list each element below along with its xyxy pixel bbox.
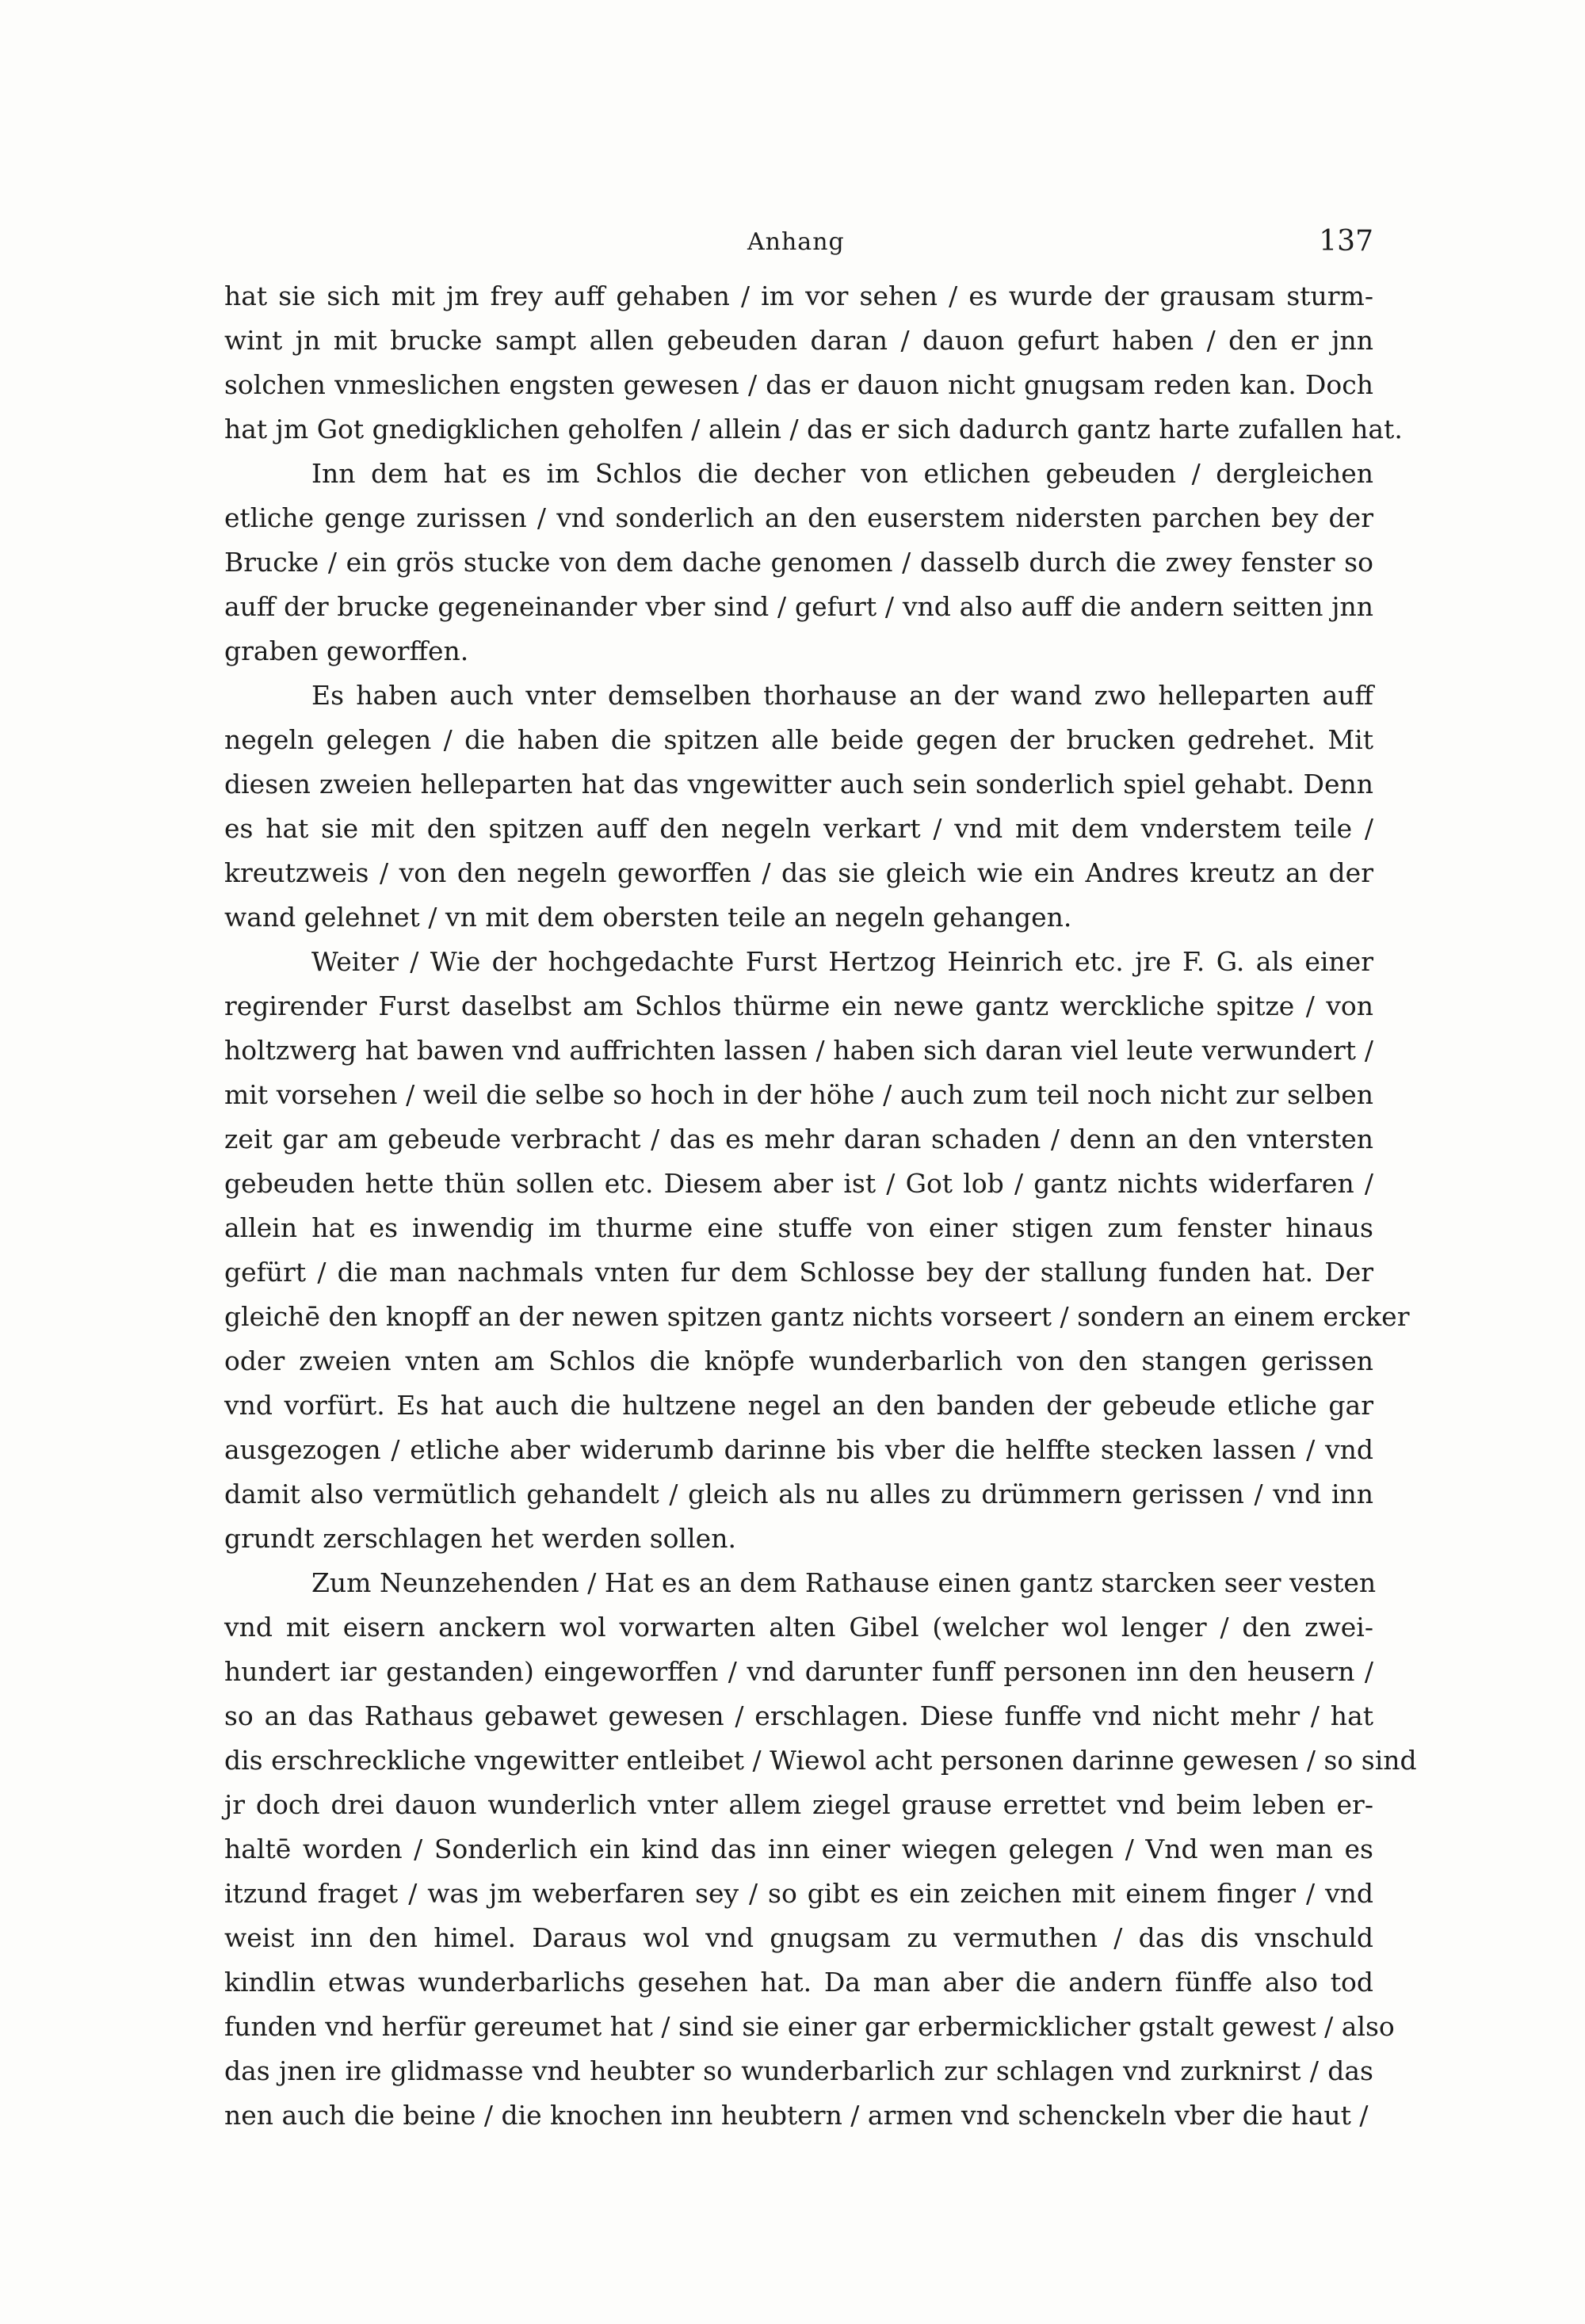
- text-line: vnd vorfürt. Es hat auch die hultzene negel an den banden der gebeude etliche gar: [224, 1390, 1373, 1421]
- text-line: regirender Furst daselbst am Schlos thürme ein newe gantz werckliche spitze / von: [224, 990, 1373, 1021]
- text-line: gefürt / die man nachmals vnten fur dem Schlosse bey der stallung funden hat. Der: [224, 1257, 1373, 1288]
- page-header: [224, 220, 1373, 268]
- text-line: diesen zweien helleparten hat das vngewitter auch sein sonderlich spiel gehabt. Denn: [224, 769, 1373, 799]
- text-line: Inn dem hat es im Schlos die decher von etlichen gebeuden / dergleichen: [311, 458, 1373, 489]
- text-line: hat jm Got gnedigklichen geholfen / allein / das er sich dadurch gantz harte zufallen hat.: [224, 414, 1403, 445]
- text-line: nen auch die beine / die knochen inn heubtern / armen vnd schenckeln vber die haut /: [224, 2100, 1369, 2131]
- text-line: jr doch drei dauon wunderlich vnter allem ziegel grause errettet vnd beim leben er-: [224, 1789, 1373, 1820]
- page-number: 137: [1319, 225, 1373, 258]
- text-line: gleichē den knopff an der newen spitzen gantz nichts vorseert / sondern an einem ercker: [224, 1301, 1410, 1332]
- text-line: oder zweien vnten am Schlos die knöpfe wunderbarlich von den stangen gerissen: [224, 1345, 1373, 1376]
- text-line: hundert iar gestanden) eingeworffen / vnd darunter funff personen inn den heusern /: [224, 1656, 1373, 1687]
- text-line: wand gelehnet / vn mit dem obersten teile an negeln gehangen.: [224, 902, 1072, 933]
- text-line: hat sie sich mit jm frey auff gehaben / im vor sehen / es wurde der grausam sturm-: [224, 280, 1373, 311]
- text-line: Weiter / Wie der hochgedachte Furst Hertzog Heinrich etc. jre F. G. als einer: [311, 946, 1373, 977]
- text-line: etliche genge zurissen / vnd sonderlich an den euserstem nidersten parchen bey der: [224, 502, 1373, 533]
- text-line: negeln gelegen / die haben die spitzen alle beide gegen der brucken gedrehet. Mit: [224, 724, 1373, 755]
- text-line: vnd mit eisern anckern wol vorwarten alten Gibel (welcher wol lenger / den zwei-: [224, 1612, 1373, 1643]
- text-line: mit vorsehen / weil die selbe so hoch in der höhe / auch zum teil noch nicht zur selben: [224, 1079, 1373, 1110]
- text-line: dis erschreckliche vngewitter entleibet / Wiewol acht personen darinne gewesen / so sind: [224, 1745, 1417, 1776]
- text-line: allein hat es inwendig im thurme eine stuffe von einer stigen zum fenster hinaus: [224, 1212, 1373, 1243]
- text-line: solchen vnmeslichen engsten gewesen / das er dauon nicht gnugsam reden kan. Doch: [224, 369, 1373, 400]
- text-line: damit also vermütlich gehandelt / gleich als nu alles zu drümmern gerissen / vnd inn: [224, 1479, 1373, 1509]
- text-line: kindlin etwas wunderbarlichs gesehen hat. Da man aber die andern fünffe also tod: [224, 1967, 1373, 1998]
- text-line: funden vnd herfür gereumet hat / sind sie einer gar erbermicklicher gstalt gewest / also: [224, 2011, 1395, 2042]
- text-line: so an das Rathaus gebawet gewesen / erschlagen. Diese funffe vnd nicht mehr / hat: [224, 1700, 1373, 1731]
- text-line: ausgezogen / etliche aber widerumb darinne bis vber die helffte stecken lassen / vnd: [224, 1434, 1373, 1465]
- text-line: graben geworffen.: [224, 635, 469, 666]
- text-line: Es haben auch vnter demselben thorhause an der wand zwo helleparten auff: [311, 680, 1373, 711]
- paragraph: [224, 940, 1410, 1561]
- paragraph: [224, 274, 1403, 452]
- text-line: holtzwerg hat bawen vnd auffrichten lassen / haben sich daran viel leute verwundert /: [224, 1035, 1373, 1066]
- text-line: kreutzweis / von den negeln geworffen / das sie gleich wie ein Andres kreutz an der: [224, 857, 1373, 888]
- body-text: [224, 274, 1417, 2138]
- running-title: Anhang: [747, 228, 845, 256]
- text-line: es hat sie mit den spitzen auff den negeln verkart / vnd mit dem vnderstem teile /: [224, 813, 1373, 844]
- text-line: wint jn mit brucke sampt allen gebeuden daran / dauon gefurt haben / den er jnn: [224, 325, 1373, 356]
- paragraph: [224, 452, 1373, 674]
- text-line: haltē worden / Sonderlich ein kind das inn einer wiegen gelegen / Vnd wen man es: [224, 1834, 1373, 1864]
- text-line: gebeuden hette thün sollen etc. Diesem aber ist / Got lob / gantz nichts widerfaren /: [224, 1168, 1373, 1199]
- text-line: itzund fraget / was jm weberfaren sey / so gibt es ein zeichen mit einem finger / vnd: [224, 1878, 1373, 1909]
- text-line: weist inn den himel. Daraus wol vnd gnugsam zu vermuthen / das dis vnschuld: [224, 1922, 1373, 1953]
- text-line: das jnen ire glidmasse vnd heubter so wunderbarlich zur schlagen vnd zurknirst / das: [224, 2055, 1373, 2086]
- text-line: Brucke / ein grös stucke von dem dache genomen / dasselb durch die zwey fenster so: [224, 547, 1373, 578]
- paragraph: [224, 674, 1373, 940]
- text-line: zeit gar am gebeude verbracht / das es mehr daran schaden / denn an den vntersten: [224, 1124, 1373, 1154]
- text-line: Zum Neunzehenden / Hat es an dem Rathause einen gantz starcken seer vesten: [311, 1567, 1377, 1598]
- text-line: grundt zerschlagen het werden sollen.: [224, 1523, 736, 1554]
- paragraph: [224, 1561, 1417, 2138]
- text-line: auff der brucke gegeneinander vber sind / gefurt / vnd also auff die andern seitten jnn: [224, 591, 1373, 622]
